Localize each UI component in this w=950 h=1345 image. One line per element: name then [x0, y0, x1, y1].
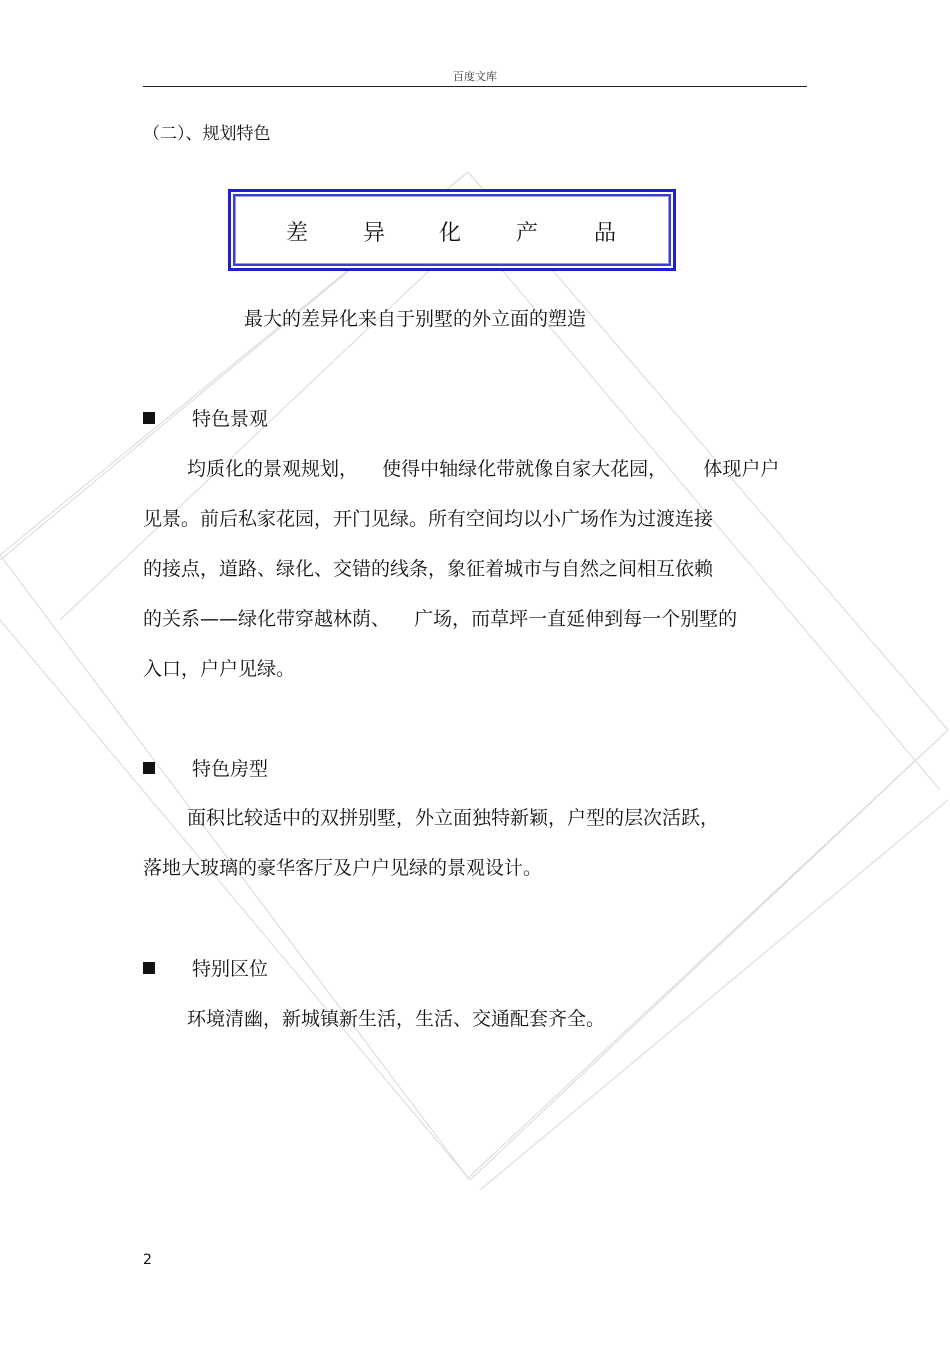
feature-title: 特色景观	[192, 408, 269, 430]
paragraph-line: 见景。前后私家花园，开门见绿。所有空间均以小广场作为过渡连接	[143, 508, 714, 530]
title-char: 化	[439, 221, 462, 246]
paragraph-line: 均质化的景观规划， 使得中轴绿化带就像自家大花园， 体现户户	[187, 458, 780, 480]
subtitle: 最大的差异化来自于别墅的外立面的塑造	[244, 308, 587, 330]
paragraph-line: 的关系——绿化带穿越林荫、 广场，而草坪一直延伸到每一个别墅的	[143, 608, 738, 630]
square-bullet-icon	[143, 762, 155, 774]
feature-heading	[143, 754, 268, 781]
paragraph-line: 面积比较适中的双拼别墅，外立面独特新颖，户型的层次活跃，	[187, 807, 720, 829]
title-char: 异	[363, 221, 386, 246]
feature-title: 特别区位	[192, 958, 269, 980]
page-number: 2	[143, 1252, 152, 1268]
feature-heading	[143, 404, 268, 431]
section-heading: （二）、规划特色	[143, 124, 271, 144]
paragraph-line: 环境清幽，新城镇新生活，生活、交通配套齐全。	[187, 1008, 606, 1030]
title-char: 产	[516, 221, 539, 246]
title-char: 品	[594, 221, 617, 246]
feature-title: 特色房型	[192, 758, 269, 780]
title-char: 差	[286, 221, 309, 246]
page-header-title: 百度文库	[453, 70, 497, 83]
paragraph-line: 入口，户户见绿。	[143, 658, 296, 680]
header-divider	[143, 86, 807, 87]
paragraph-line: 落地大玻璃的豪华客厅及户户见绿的景观设计。	[143, 857, 543, 879]
square-bullet-icon	[143, 412, 155, 424]
square-bullet-icon	[143, 962, 155, 974]
paragraph-line: 的接点，道路、绿化、交错的线条，象征着城市与自然之间相互依赖	[143, 558, 714, 580]
feature-heading	[143, 954, 268, 981]
